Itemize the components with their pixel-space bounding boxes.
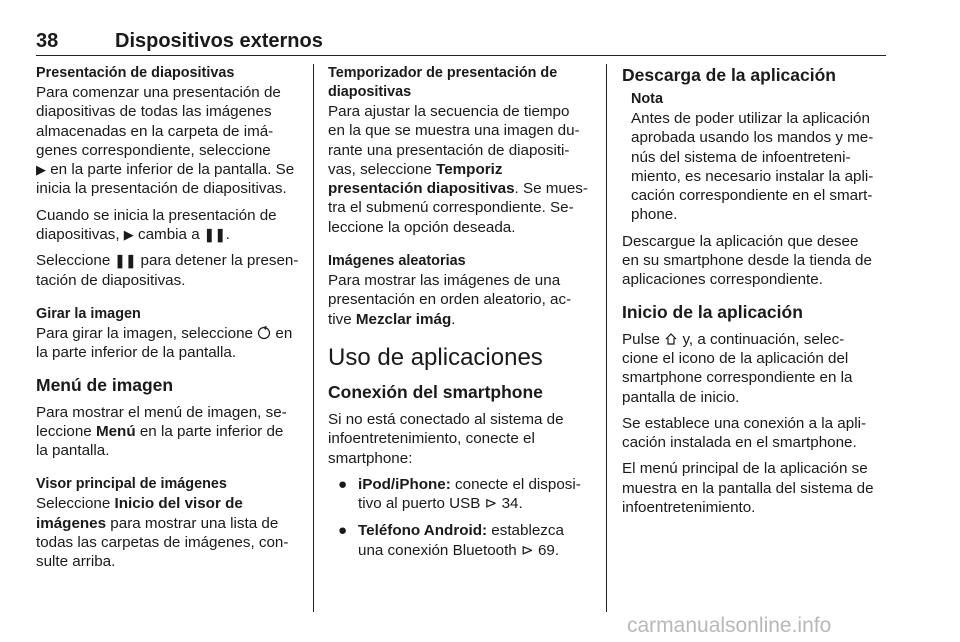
column-middle xyxy=(328,64,596,568)
section-heading: Visor principal de imágenes xyxy=(36,476,227,493)
rotate-icon xyxy=(257,325,271,342)
section-heading: Temporizador de presentación de diapositivas xyxy=(328,65,558,100)
bullet-list xyxy=(328,475,596,560)
section-heading: Descarga de la aplicación xyxy=(622,65,836,85)
pause-icon: ❚❚ xyxy=(114,253,137,269)
paragraph: Para mostrar las imágenes de una presentación en orden aleatorio, ac- tive Mezclar imág. xyxy=(328,272,572,328)
paragraph: Seleccione Inicio del visor de imágenes para mostrar una lista de todas las carpetas de imágenes, con- sulte arriba. xyxy=(36,495,289,571)
paragraph: Para comenzar una presentación de diapositivas de todas las imágenes almacenadas en la carpeta de imá- genes correspondiente, seleccione ▶ en la parte inferior de la pantalla. Se inicia la presentación de diapositivas. xyxy=(36,84,295,198)
column-left xyxy=(36,64,300,572)
column-divider xyxy=(313,64,314,612)
page-title: Dispositivos externos xyxy=(115,30,323,52)
paragraph: Pulse y, a continuación, selec- cione el icono de la aplicación del smartphone correspondiente en la pantalla de inicio. xyxy=(622,330,853,406)
cross-reference-arrow-icon: ⊳ xyxy=(520,541,538,559)
page-number: 38 xyxy=(36,30,59,52)
bullet-icon: ● xyxy=(338,522,348,540)
bullet-icon: ● xyxy=(338,475,348,493)
note-box xyxy=(622,90,888,225)
section-heading: Menú de imagen xyxy=(36,374,174,395)
section-heading: Inicio de la aplicación xyxy=(622,301,803,322)
watermark: carmanualsonline.info xyxy=(627,614,832,637)
paragraph: Para ajustar la secuencia de tiempo en la que se muestra una imagen du- rante una presentación de diapositi- vas, seleccione Temporiz presentación diapositivas. Se mues- tra el submenú correspondiente. Se- leccione la opción deseada. xyxy=(328,103,588,236)
column-right xyxy=(622,64,888,517)
section-heading: Presentación de diapositivas xyxy=(36,65,235,81)
home-icon xyxy=(664,331,678,348)
header-rule xyxy=(36,55,886,56)
column-divider xyxy=(606,64,607,612)
note-text: Antes de poder utilizar la aplicación aprobada usando los mandos y me- nús del sistema de infoentreteni- miento, es necesario instalar la apli- cación correspondiente en el smart- phone. xyxy=(631,110,874,224)
play-icon: ▶ xyxy=(123,227,134,243)
paragraph: Si no está conectado al sistema de infoentretenimiento, conecte el smartphone: xyxy=(328,410,564,467)
pause-icon: ❚❚ xyxy=(203,227,226,243)
section-heading: Conexión del smartphone xyxy=(328,381,543,402)
cross-reference-arrow-icon: ⊳ xyxy=(484,495,502,513)
chapter-heading: Uso de aplicaciones xyxy=(328,343,543,371)
play-icon: ▶ xyxy=(36,162,46,178)
section-heading: Imágenes aleatorias xyxy=(328,253,466,270)
paragraph: El menú principal de la aplicación se muestra en la pantalla del sistema de infoentretenimiento. xyxy=(622,460,874,517)
paragraph: Descargue la aplicación que desee en su smartphone desde la tienda de aplicaciones correspondiente. xyxy=(622,232,872,289)
list-item: ● iPod/iPhone: conecte el disposi- tivo al puerto USB ⊳ 34. xyxy=(338,475,581,513)
paragraph: Seleccione ❚❚ para detener la presen- tación de diapositivas. xyxy=(36,252,299,289)
page-header xyxy=(36,30,886,55)
paragraph: Se establece una conexión a la apli- cación instalada en el smartphone. xyxy=(622,414,867,452)
note-title: Nota xyxy=(631,91,663,107)
paragraph: Para mostrar el menú de imagen, se- leccione Menú en la parte inferior de la pantalla. xyxy=(36,403,287,460)
paragraph: Para girar la imagen, seleccione en la parte inferior de la pantalla. xyxy=(36,324,293,362)
section-heading: Girar la imagen xyxy=(36,305,141,322)
list-item: ● Teléfono Android: establezca una conexión Bluetooth ⊳ 69. xyxy=(338,522,564,559)
paragraph: Cuando se inicia la presentación de diapositivas, ▶ cambia a ❚❚. xyxy=(36,206,277,244)
